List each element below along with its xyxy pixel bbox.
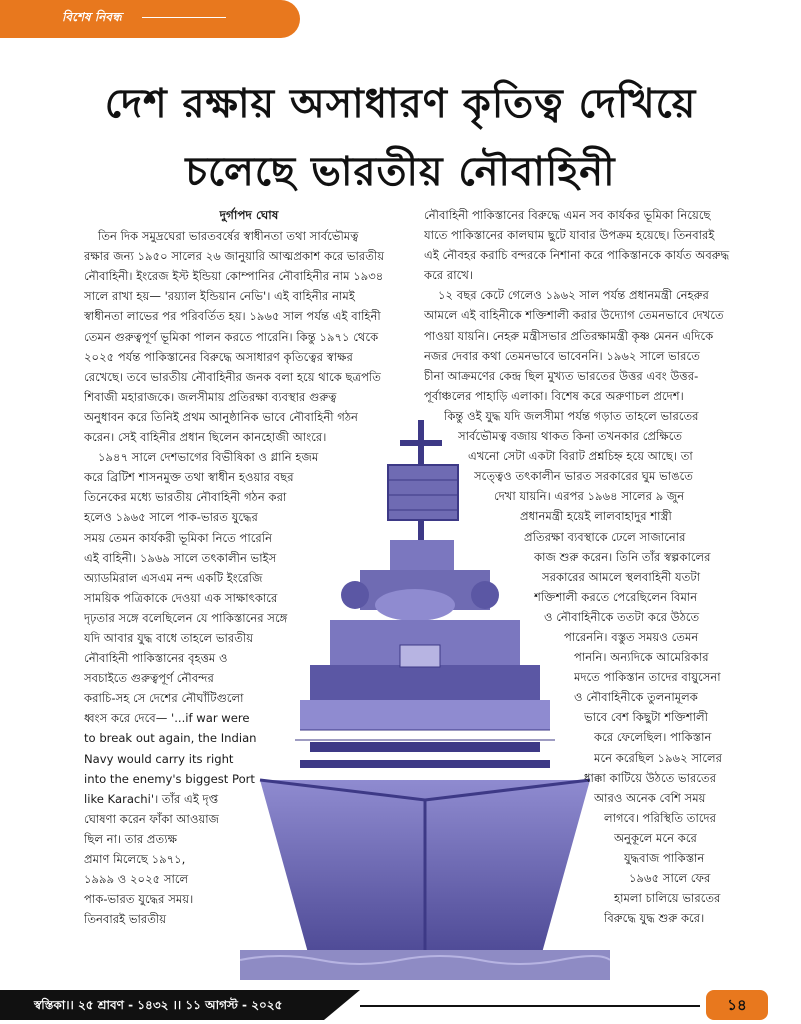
right-column [424,205,764,928]
right-line: প্রতিরক্ষা ব্যবস্থাকে ঢেলে সাজানোর [524,529,686,544]
left-line: পাক-ভারত যুদ্ধের সময়। [84,892,194,907]
right-line: মদতে পাকিস্তান তাদের বায়ুসেনা [574,670,721,685]
page-footer [0,990,801,1024]
right-line: যাতে পাকিস্তানের কালঘাম ছুটে যাবার উপক্রম হয়েছে। তিনবারই [424,228,715,243]
right-line: অনুকূলে মনে করে [614,830,697,845]
right-line: হামলা চালিয়ে ভারতের [614,891,721,906]
left-line: সবচাইতে গুরুত্বপূর্ণ নৌবন্দর [84,671,214,686]
left-line: অনুধাবন করে তিনিই প্রথম আনুষ্ঠানিক ভাবে নৌবাহিনী গঠন [84,409,358,424]
left-line: into the enemy's biggest Port [84,771,255,786]
left-line: তিনবারই ভারতীয় [84,912,167,927]
right-line: এই নৌবহর করাচি বন্দরকে নিশানা করে পাকিস্তানকে কার্যত অবরুদ্ধ [424,248,730,263]
section-tag-label: বিশেষ নিবন্ধ [62,10,122,24]
right-line: সরকারের আমলে স্থলবাহিনী যতটা [542,569,701,584]
left-line: তিন দিক সমুদ্রঘেরা ভারতবর্ষের স্বাধীনতা তথা সার্বভৌমত্ব [98,229,359,244]
section-tag [0,0,300,38]
right-line: পাওয়া যায়নি। নেহরু মন্ত্রীসভার প্রতিরক্ষামন্ত্রী কৃষ্ণ মেনন এদিকে [424,328,714,343]
right-line: দেখা যায়নি। এরপর ১৯৬৪ সালের ৯ জুন [494,489,685,504]
left-line: তিনেকের মধ্যে ভারতীয় নৌবাহিনী গঠন করা [84,490,287,505]
right-line: পারেননি। বস্তুত সময়ও তেমন [564,629,699,644]
left-line: নৌবাহিনী। ইংরেজ ইস্ট ইন্ডিয়া কোম্পানির নৌবাহিনীর নাম ১৯৩৪ [84,269,384,284]
right-line: ও নৌবাহিনীকে ততটা করে উঠতে [544,609,700,624]
left-line: ঘোষণা করেন ফাঁকা আওয়াজ [84,811,220,826]
headline-line-2: চলেছে ভারতীয় নৌবাহিনী [185,149,616,195]
right-line: শক্তিশালী করতে পেরেছিলেন বিমান [534,589,698,604]
left-line: to break out again, the Indian [84,731,257,746]
left-line: দৃঢ়তার সঙ্গে বলেছিলেন যে পাকিস্তানের সঙ্গে [84,610,288,625]
footer-publication-info: স্বস্তিকা।। ২৫ শ্রাবণ - ১৪৩২ ।। ১১ আগস্ট - ২০২৫ [34,998,283,1012]
right-line: নৌবাহিনী পাকিস্তানের বিরুদ্ধে এমন সব কার্যকর ভূমিকা নিয়েছে [424,208,711,222]
left-line: করাচি-সহ সে দেশের নৌঘাঁটিগুলো [84,691,244,706]
right-line: লাগবে। পরিস্থিতি তাদের [604,810,716,825]
right-line: যুদ্ধবাজ পাকিস্তান [624,851,705,865]
right-line: কিন্তু ওই যুদ্ধ যদি জলসীমা পর্যন্ত গড়াত তাহলে ভারতের [444,408,699,423]
section-tag-rule [142,17,226,18]
right-line: পাননি। অন্যদিকে আমেরিকার [574,650,709,665]
left-line: করে ব্রিটিশ শাসনমুক্ত তথা স্বাধীন হওয়ার বছর [84,470,294,485]
left-column [84,205,414,929]
right-line: মনে করেছিল ১৯৬২ সালের [594,750,723,765]
left-line: যদি আবার যুদ্ধ বাধে তাহলে ভারতীয় [84,630,254,645]
right-line: প্রধানমন্ত্রী হয়েই লালবাহাদুর শাস্ত্রী [520,509,672,524]
left-line: সময় তেমন কার্যকরী ভূমিকা নিতে পারেনি [84,530,273,545]
author-name: দুর্গাপদ ঘোষ [219,208,279,222]
right-line: ও নৌবাহিনীকে তুলনামূলক [574,690,698,705]
left-line: ১৯৯৯ ও ২০২৫ সালে [84,872,189,887]
left-line: ধ্বংস করে দেবে— '...if war were [84,711,250,726]
right-line: আমলে এই বাহিনীকে শক্তিশালী করার উদ্যোগ তেমনভাবে দেখতে [424,308,724,323]
right-line: সার্বভৌমত্ব বজায় থাকত কিনা তখনকার প্রেক্ষিতে [458,429,683,444]
left-line: like Karachi'। তাঁর এই দৃপ্ত [84,791,219,806]
left-line: স্বাধীনতা লাভের পর পরিবর্তিত হয়। ১৯৬৫ সাল পর্যন্ত এই বাহিনী [84,309,381,324]
page-number: ১৪ [706,990,768,1020]
right-line: বিরুদ্ধে যুদ্ধ শুরু করে। [604,911,705,926]
left-line: প্রমাণ মিলেছে ১৯৭১, [84,852,186,866]
right-line: পূর্বাঞ্চলের পাহাড়ি এলাকা। বিশেষ করে অরুণাচল প্রদেশ। [424,388,684,403]
left-line: ২০২৫ পর্যন্ত পাকিস্তানের বিরুদ্ধে অসাধারণ কৃতিত্বের স্বাক্ষর [84,349,353,364]
right-line: আরও অনেক বেশি সময় [594,790,706,805]
left-line: নৌবাহিনী পাকিস্তানের বৃহত্তম ও [84,651,228,666]
left-line: হলেও ১৯৬৫ সালে পাক-ভারত যুদ্ধের [84,510,258,525]
left-line: রক্ষার জন্য ১৯৫০ সালের ২৬ জানুয়ারি আত্মপ্রকাশ করে ভারতীয় [84,249,385,264]
right-line: এখনো সেটা একটা বিরাট প্রশ্নচিহ্ন হয়ে আছে। তা [468,449,693,464]
left-line: সাময়িক পত্রিকাকে দেওয়া এক সাক্ষাৎকারে [84,590,278,605]
left-line: এই বাহিনী। ১৯৬৯ সালে তৎকালীন ভাইস [84,550,277,565]
left-line: ছিল না। তার প্রত্যক্ষ [84,831,178,846]
left-line: করেন। সেই বাহিনীর প্রধান ছিলেন কানহোজী আংরে। [84,430,327,445]
right-line: ১২ বছর কেটে গেলেও ১৯৬২ সাল পর্যন্ত প্রধানমন্ত্রী নেহরুর [438,288,709,303]
right-line: করে ফেলেছিল। পাকিস্তান [594,730,712,745]
footer-divider [360,1005,700,1007]
left-line: Navy would carry its right [84,751,234,766]
right-line: ধাক্কা কাটিয়ে উঠতে ভারতের [584,770,717,785]
right-line: করে রাখে। [424,268,473,283]
right-line: সত্ত্বেও তৎকালীন ভারত সরকারের ঘুম ভাঙতে [474,469,693,484]
left-line: ১৯৪৭ সালে দেশভাগের বিভীষিকা ও গ্লানি হজম [98,450,319,465]
right-line: নজর দেবার কথা তেমনভাবে ভাবেননি। ১৯৬২ সালে ভারতে [424,348,700,363]
headline-line-1: দেশ রক্ষায় অসাধারণ কৃতিত্ব দেখিয়ে [104,81,697,127]
right-line: ভাবে বেশ কিছুটা শক্তিশালী [584,710,708,725]
left-line: শিবাজী মহারাজকে। জলসীমায় প্রতিরক্ষা ব্যবস্থার গুরুত্ব [84,389,337,404]
left-line: অ্যাডমিরাল এসএম নন্দ একটি ইংরেজি [84,570,263,585]
left-line: সালে রাখা হয়— 'রয়্যাল ইন্ডিয়ান নেভি'। এই বাহিনীর নামই [84,289,355,304]
right-line: চীনা আক্রমণের কেন্দ্র ছিল মুখ্যত ভারতের উত্তর এবং উত্তর- [424,368,699,383]
right-line: কাজ শুরু করেন। তিনি তাঁর স্বল্পকালের [534,549,711,564]
left-line: রেখেছে। তবে ভারতীয় নৌবাহিনীর জনক বলা হয়ে থাকে ছত্রপতি [84,369,381,384]
right-line: ১৯৬৫ সালে ফের [629,871,711,886]
left-line: তেমন গুরুত্বপূর্ণ ভূমিকা পালন করতে পারেনি। কিন্তু ১৯৭১ থেকে [84,329,379,344]
